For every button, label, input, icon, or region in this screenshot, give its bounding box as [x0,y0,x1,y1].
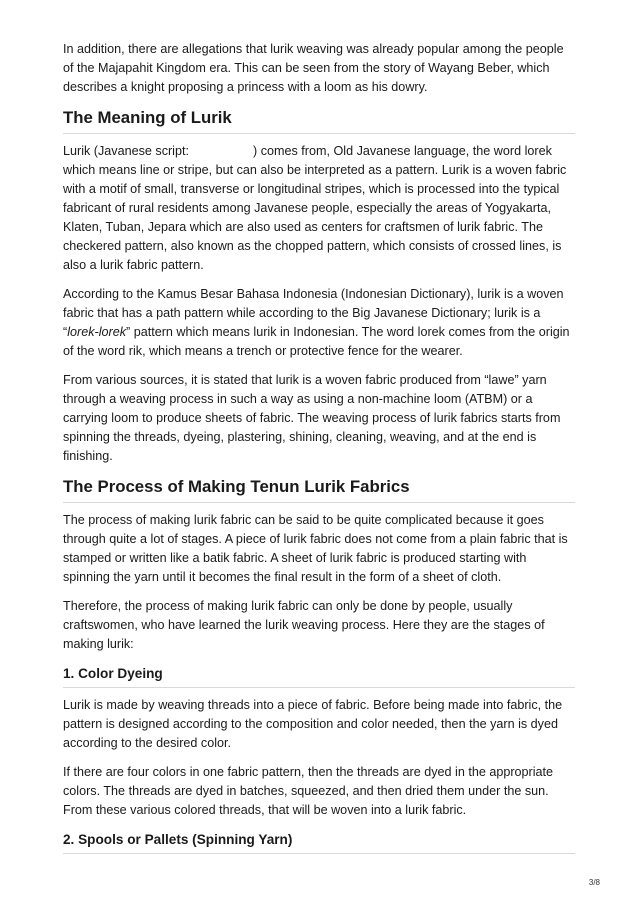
meaning-p2-start: According to the Kamus Besar Bahasa Indonesia (Indonesian Dictionary), lurik is a woven fabric that has a path pattern while according to the Big Javanese Dictionary; lurik is a “ [63,287,564,339]
section-heading-meaning: The Meaning of Lurik [63,107,575,134]
process-paragraph-1: The process of making lurik fabric can be said to be quite complicated because it goes through quite a lot of stages. A piece of lurik fabric does not come from a plain fabric that is stamped or written like a batik fabric. A sheet of lurik fabric is produced starting with spinning the yarn until it becomes the final result in the form of a sheet of cloth. [63,513,568,584]
meaning-paragraph-2 [63,285,575,361]
meaning-p2-end: ” pattern which means lurik in Indonesian. The word lorek comes from the origin of the word rik, which means a trench or protective fence for the wearer. [63,325,570,358]
intro-paragraph: In addition, there are allegations that lurik weaving was already popular among the people of the Majapahit Kingdom era. This can be seen from the story of Wayang Beber, which describes a knight proposing a princess with a loom as his dowry. [63,42,564,94]
subheading-color-dyeing: 1. Color Dyeing [63,664,575,688]
document-page [63,40,575,862]
meaning-p1-end: ) comes from, Old Javanese language, the word lorek which means line or stripe, but can also be interpreted as a pattern. Lurik is a woven fabric with a motif of small, transverse or longitudinal stripes, which is processed into the typical fabricant of rural residents among Javanese people, especially the areas of Yogyakarta, Klaten, Tuban, Jepara which are also used as centers for craftsmen of lurik fabric. The checkered pattern, also known as the chopped pattern, which consists of crossed lines, is also a lurik fabric pattern. [63,144,567,272]
dyeing-paragraph-1: Lurik is made by weaving threads into a piece of fabric. Before being made into fabric, the pattern is designed according to the composition and color needed, then the yarn is dyed according to the desired color. [63,698,563,750]
meaning-p2-italic: lorek-lorek [67,325,126,339]
section-heading-process: The Process of Making Tenun Lurik Fabrics [63,476,575,503]
subheading-spools: 2. Spools or Pallets (Spinning Yarn) [63,830,575,854]
meaning-p1-start: Lurik (Javanese script: [63,144,189,158]
meaning-paragraph-3: From various sources, it is stated that lurik is a woven fabric produced from “lawe” yarn through a weaving process in such a way as using a non-machine loom (ATBM) or a carrying loom to produce sheets of fabric. The weaving process of lurik fabrics starts from spinning the threads, dyeing, plastering, shining, cleaning, weaving, and at the end is finishing. [63,373,561,463]
meaning-paragraph-1 [63,142,575,275]
dyeing-paragraph-2: If there are four colors in one fabric pattern, then the threads are dyed in the appropriate colors. The threads are dyed in batches, squeezed, and then dried them under the sun. From these various colored threads, that will be woven into a lurik fabric. [63,765,554,817]
page-number: 3/8 [588,878,600,887]
process-paragraph-2: Therefore, the process of making lurik fabric can only be done by people, usually craftswomen, who have learned the lurik weaving process. Here they are the stages of making lurik: [63,599,545,651]
